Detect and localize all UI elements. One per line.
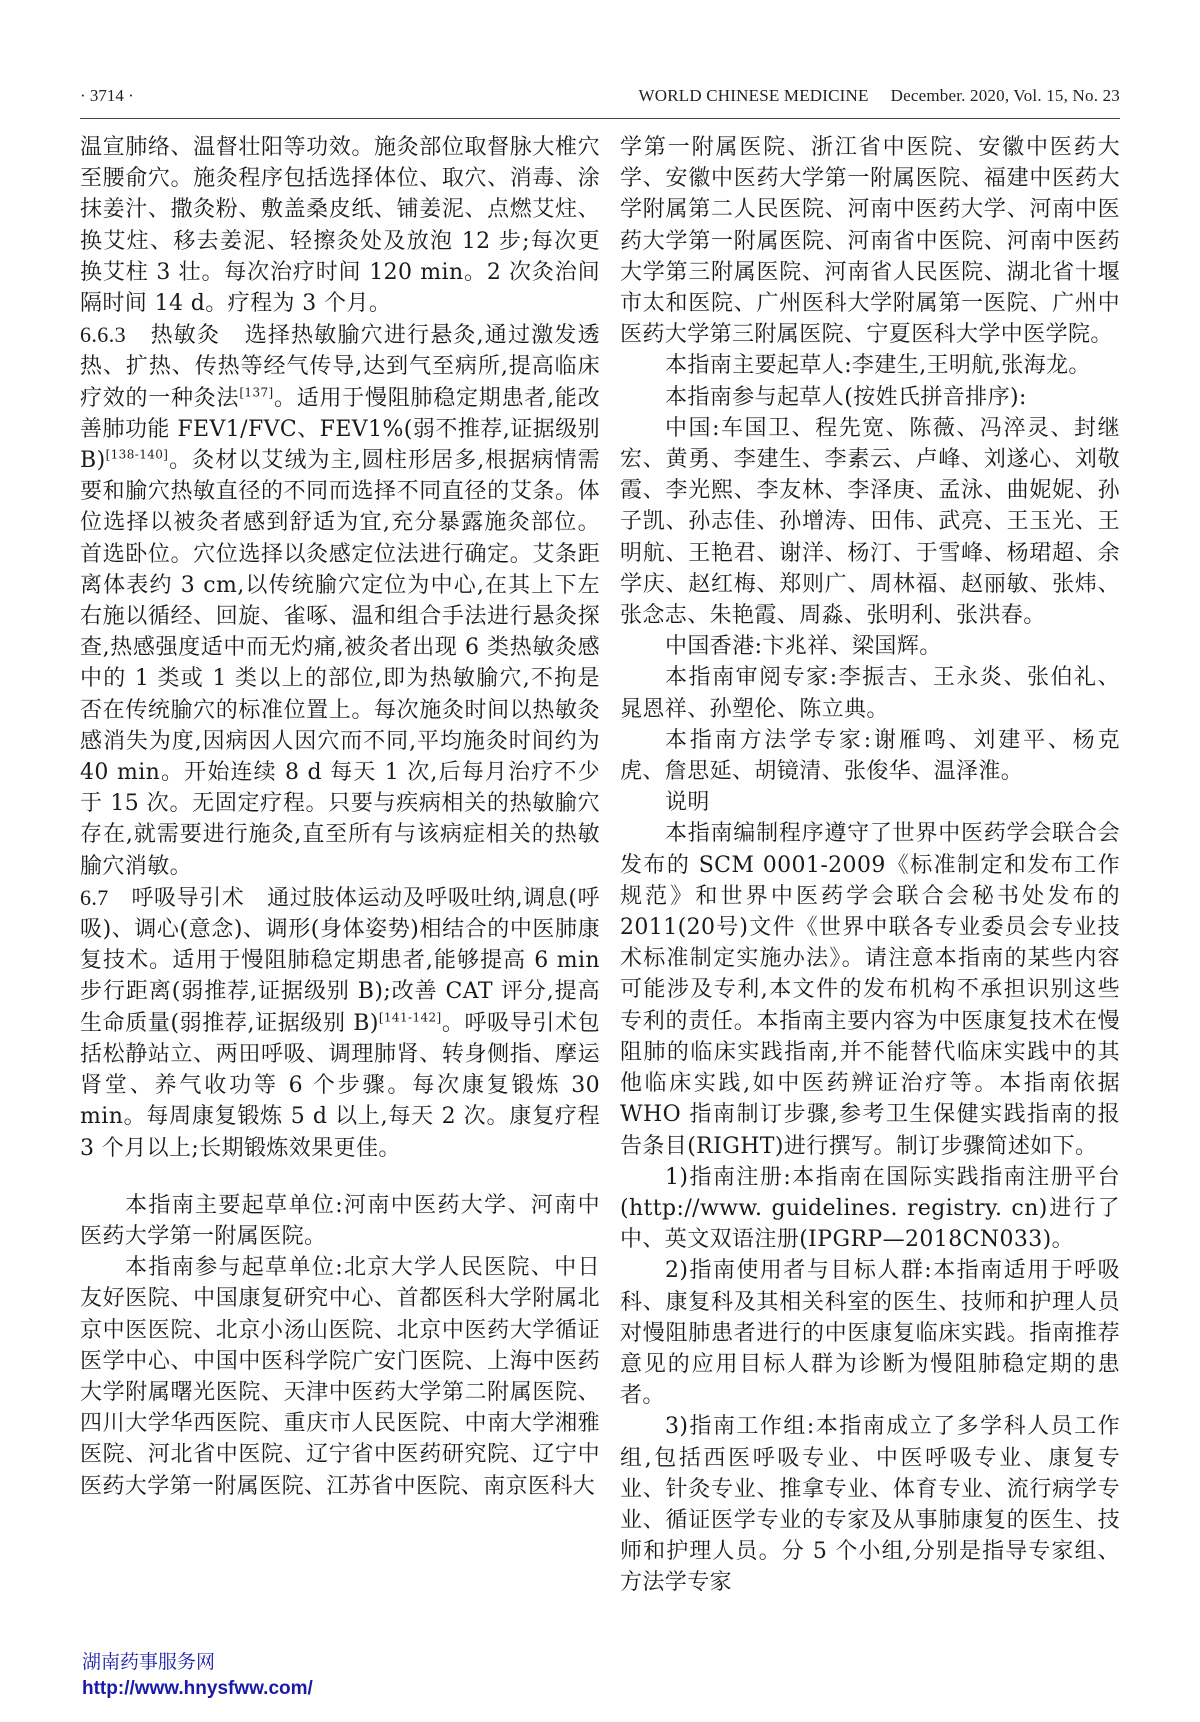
main-drafters: 本指南主要起草人:李建生,王明航,张海龙。: [665, 353, 1091, 379]
issue-info: December. 2020, Vol. 15, No. 23: [890, 86, 1120, 105]
section-title: 呼吸导引术: [131, 885, 245, 911]
citation: [137]: [239, 385, 274, 400]
note-heading: 说明: [665, 790, 710, 816]
watermark-site-name: 湖南药事服务网: [82, 1652, 216, 1673]
participating-units: 本指南参与起草单位:北京大学人民医院、中日友好医院、中国康复研究中心、首都医科大学附属北京中医医院、北京小汤山医院、北京中医药大学循证医学中心、中国中医科学院广安门医院、上海中医药大学附属曙光医院、天津中医药大学第二附属医院、四川大学华西医院、重庆市人民医院、中南大学湘雅医院、河北省中医院、辽宁省中医药研究院、辽宁中医药大学第一附属医院、江苏省中医院、南京医科大: [80, 1255, 600, 1499]
drafters-hongkong: 中国香港:卞兆祥、梁国辉。: [665, 634, 942, 660]
participating-drafters-title: 本指南参与起草人(按姓氏拼音排序):: [665, 384, 1027, 410]
section-6-7: 6.7 呼吸导引术 通过肢体运动及呼吸吐纳,调息(呼吸)、调心(意念)、调形(身体姿势)相结合的中医肺康复技术。适用于慢阻肺稳定期患者,能够提高 6 min 步行距离(弱推荐,证据级别 B);改善 CAT 评分,提高生命质量(弱推荐,证据级别 B)[141-142]。呼吸导引术包括松静站立、两田呼吸、调理肺肾、转身侧指、摩运肾堂、养气收功等 6 个步骤。每次康复锻炼 30 min。每周康复锻炼 5 d 以上,每天 2 次。康复疗程 3 个月以上;长期锻炼效果更佳。: [80, 884, 600, 1161]
watermark-url[interactable]: http://www.hnysfww.com/: [82, 1678, 313, 1699]
section-number: 6.6.3: [80, 322, 126, 348]
page-number: · 3714 ·: [80, 86, 134, 105]
journal-name: WORLD CHINESE MEDICINE: [638, 86, 869, 105]
header-rule: [80, 118, 1120, 119]
section-number: 6.7: [80, 884, 109, 910]
note-item-3: 3)指南工作组:本指南成立了多学科人员工作组,包括西医呼吸专业、中医呼吸专业、康复专业、针灸专业、推拿专业、体育专业、流行病学专业、循证医学专业的专家及从事肺康复的医生、技师和护理人员。分 5 个小组,分别是指导专家组、方法学专家: [620, 1414, 1120, 1596]
note-item-2: 2)指南使用者与目标人群:本指南适用于呼吸科、康复科及其相关科室的医生、技师和护理人员对慢阻肺患者进行的中医康复临床实践。指南推荐意见的应用目标人群为诊断为慢阻肺稳定期的患者。: [620, 1258, 1120, 1409]
paragraph-moxibustion-continued: 温宣肺络、温督壮阳等功效。施灸部位取督脉大椎穴至腰俞穴。施灸程序包括选择体位、取穴、消毒、涂抹姜汁、撒灸粉、敷盖桑皮纸、铺姜泥、点燃艾炷、换艾炷、移去姜泥、轻擦灸处及放泡 12 步;每次更换艾柱 3 壮。每次治疗时间 120 min。2 次灸治间隔时间 14 d。疗程为 3 个月。: [80, 135, 600, 317]
citation: [141-142]: [378, 1010, 442, 1025]
journal-info: [639, 86, 1121, 106]
drafters-china: 中国:车国卫、程先宽、陈薇、冯淬灵、封继宏、黄勇、李建生、李素云、卢峰、刘遂心、刘敬霞、李光熙、李友林、李泽庚、孟泳、曲妮妮、孙子凯、孙志佳、孙增涛、田伟、武亮、王玉光、王明航、王艳君、谢洋、杨汀、于雪峰、杨珺超、余学庆、赵红梅、郑则广、周林福、赵丽敏、张炜、张念志、朱艳霞、周淼、张明利、张洪春。: [620, 415, 1120, 629]
participating-units-continued: 学第一附属医院、浙江省中医院、安徽中医药大学、安徽中医药大学第一附属医院、福建中医药大学附属第二人民医院、河南中医药大学、河南中医药大学第一附属医院、河南省中医院、河南中医药大学第三附属医院、河南省人民医院、湖北省十堰市太和医院、广州医科大学附属第一医院、广州中医药大学第三附属医院、宁夏医科大学中医学院。: [620, 135, 1120, 348]
note-paragraph: 本指南编制程序遵守了世界中医药学会联合会发布的 SCM 0001-2009《标准制定和发布工作规范》和世界中医药学会联合会秘书处发布的 2011(20号)文件《世界中联各专业委员会专业技术标准制定实施办法》。请注意本指南的某些内容可能涉及专利,本文件的发布机构不承担识别这些专利的责任。本指南主要内容为中医康复技术在慢阻肺的临床实践指南,并不能替代临床实践中的其他临床实践,如中医药辨证治疗等。本指南依据 WHO 指南制订步骤,参考卫生保健实践指南的报告条目(RIGHT)进行撰写。制订步骤简述如下。: [620, 821, 1120, 1159]
section-title: 热敏灸: [150, 323, 221, 349]
left-column: [80, 132, 600, 1502]
spacer: [80, 1164, 600, 1190]
review-experts: 本指南审阅专家:李振吉、王永炎、张伯礼、晁恩祥、孙塑伦、陈立典。: [620, 665, 1120, 722]
note-item-1: 1)指南注册:本指南在国际实践指南注册平台(http://www. guidelines. registry. cn)进行了中、英文双语注册(IPGRP—2018CN033)。: [620, 1164, 1120, 1253]
citation: [138-140]: [105, 447, 169, 462]
running-header: [80, 86, 1120, 114]
main-drafting-units: 本指南主要起草单位:河南中医药大学、河南中医药大学第一附属医院。: [80, 1192, 600, 1249]
section-6-6-3: 6.6.3 热敏灸 选择热敏腧穴进行悬灸,通过激发透热、扩热、传热等经气传导,达到气至病所,提高临床疗效的一种灸法[137]。适用于慢阻肺稳定期患者,能改善肺功能 FEV1/FVC、FEV1%(弱不推荐,证据级别 B)[138-140]。灸材以艾绒为主,圆柱形居多,根据病情需要和腧穴热敏直径的不同而选择不同直径的艾条。体位选择以被灸者感到舒适为宜,充分暴露施灸部位。首选卧位。穴位选择以灸感定位法进行确定。艾条距离体表约 3 cm,以传统腧穴定位为中心,在其上下左右施以循经、回旋、雀啄、温和组合手法进行悬灸探查,热感强度适中而无灼痛,被灸者出现 6 类热敏灸感中的 1 类或 1 类以上的部位,即为热敏腧穴,不拘是否在传统腧穴的标准位置上。每次施灸时间以热敏灸感消失为度,因病因人因穴而不同,平均施灸时间约为 40 min。开始连续 8 d 每天 1 次,后每月治疗不少于 15 次。无固定疗程。只要与疾病相关的热敏腧穴存在,就需要进行施灸,直至所有与该病症相关的热敏腧穴消敏。: [80, 322, 600, 879]
right-column: [620, 132, 1120, 1599]
site-watermark: [82, 1650, 482, 1702]
methodology-experts: 本指南方法学专家:谢雁鸣、刘建平、杨克虎、詹思延、胡镜清、张俊华、温泽淮。: [620, 727, 1120, 785]
